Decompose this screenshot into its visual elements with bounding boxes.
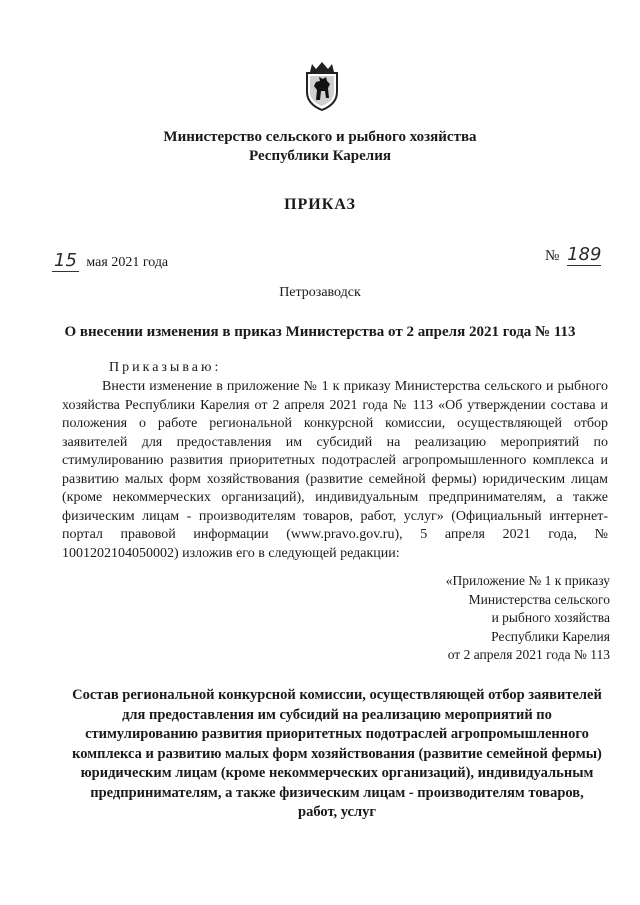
order-subject: О внесении изменения в приказ Министерства от 2 апреля 2021 года № 113	[64, 324, 576, 340]
karelia-coat-of-arms-icon	[302, 60, 342, 112]
appendix-line-4: Республики Карелия	[491, 628, 610, 644]
handwritten-day: 15	[54, 250, 77, 271]
appendix-reference	[400, 572, 610, 665]
order-date	[52, 250, 168, 271]
ministry-line-1: Министерство сельского и рыбного хозяйства	[163, 129, 477, 145]
date-rest: мая 2021 года	[86, 255, 169, 270]
ministry-name	[0, 128, 640, 166]
document-type: ПРИКАЗ	[284, 196, 356, 213]
appendix-line-2: Министерства сельского	[468, 591, 610, 607]
orders-heading: Приказываю:	[109, 360, 222, 375]
ministry-line-2: Республики Карелия	[249, 148, 391, 164]
appendix-line-3: и рыбного хозяйства	[491, 610, 610, 625]
city: Петрозаводск	[279, 285, 361, 300]
composition-title: Состав региональной конкурсной комиссии, осуществляющей отбор заявителей для предоставления им субсидий на реализацию мероприятий по стимулированию развития приоритетных подотраслей агропромышленного комплекса и развитию малых форм хозяйствования (развитие семейной фермы) юридическим лицам (кроме некоммерческих организаций), индивидуальным предпринимателям, а также физическим лицам - производителям товаров, работ, услуг	[72, 687, 602, 820]
body-paragraph: Внести изменение в приложение № 1 к приказу Министерства сельского и рыбного хозяйства Республики Карелия от 2 апреля 2021 года № 113 «Об утверждении состава и положения о работе региональной конкурсной комиссии, осуществляющей отбор заявителей для предоставления им субсидий на реализацию мероприятий по стимулированию развития приоритетных подотраслей агропромышленного комплекса и развитию малых форм хозяйствования (развитие семейной фермы) юридическим лицам (кроме некоммерческих организаций), индивидуальным предпринимателям, а также физическим лицам - производителям товаров, работ, услуг» (Официальный интернет-портал правовой информации (www.pravo.gov.ru), 5 апреля 2021 года, № 1001202104050002) изложив его в следующей редакции:	[62, 379, 608, 561]
number-label: №	[545, 248, 560, 264]
appendix-line-5: от 2 апреля 2021 года № 113	[447, 647, 610, 662]
order-number	[545, 244, 601, 265]
appendix-line-1: «Приложение № 1 к приказу	[445, 573, 610, 588]
handwritten-number: 189	[567, 244, 602, 265]
